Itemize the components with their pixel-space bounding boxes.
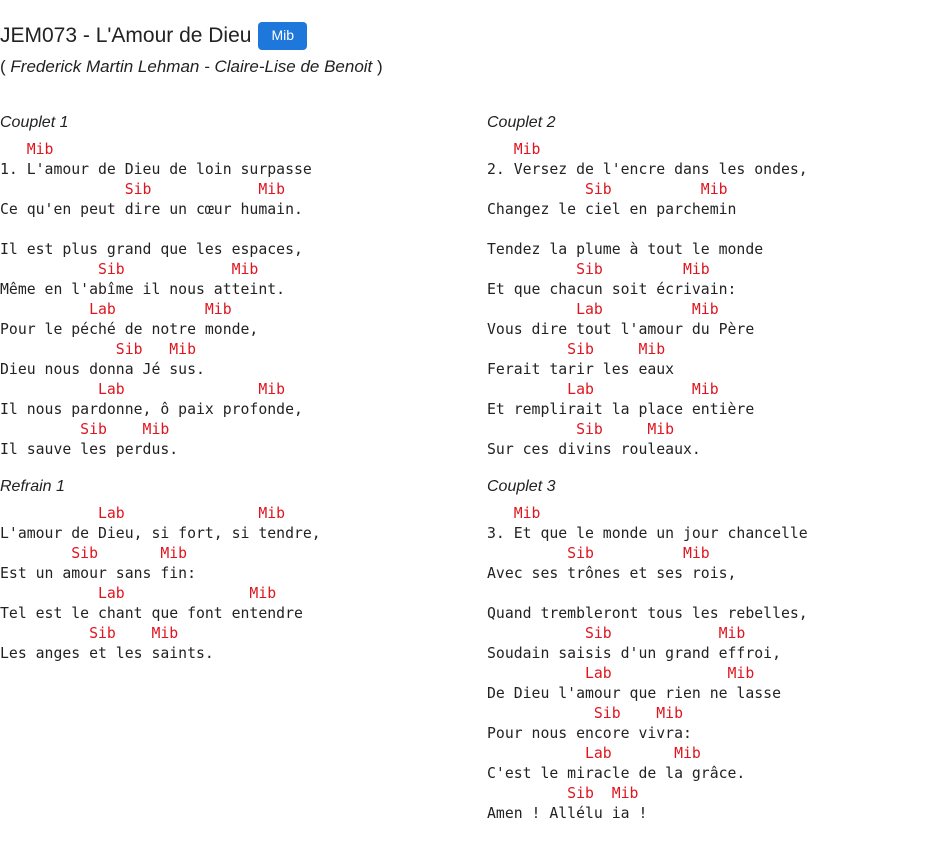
song-section <box>0 474 460 664</box>
chord-line: Sib Mib <box>0 545 188 562</box>
lyric-line: 1. L'amour de Dieu de loin surpasse <box>0 161 312 178</box>
song-header <box>0 20 383 77</box>
authors-names: Frederick Martin Lehman - Claire-Lise de Benoit <box>10 57 373 76</box>
lyric-line: Amen ! Allélu ia ! <box>487 805 648 822</box>
chord-line: Mib <box>487 141 541 158</box>
chord-line: Lab Mib <box>487 665 755 682</box>
lyric-line: C'est le miracle de la grâce. <box>487 765 746 782</box>
song-section <box>487 474 947 824</box>
song-authors <box>0 57 383 77</box>
key-button[interactable]: Mib <box>258 22 307 50</box>
lyric-line: Il sauve les perdus. <box>0 441 179 458</box>
authors-open-paren: ( <box>0 57 6 76</box>
blank-line <box>0 220 460 240</box>
lyric-line: Ferait tarir les eaux <box>487 361 675 378</box>
chord-line: Sib Mib <box>487 705 683 722</box>
lyric-line: Et que chacun soit écrivain: <box>487 281 737 298</box>
lyric-line: 2. Versez de l'encre dans les ondes, <box>487 161 808 178</box>
song-section <box>487 110 947 460</box>
lyric-line: Et remplirait la place entière <box>487 401 755 418</box>
chord-line: Sib Mib <box>487 421 675 438</box>
chord-line: Mib <box>0 141 54 158</box>
chord-line: Lab Mib <box>0 301 232 318</box>
lyric-line: Il nous pardonne, ô paix profonde, <box>0 401 303 418</box>
lyric-line: Tel est le chant que font entendre <box>0 605 303 622</box>
lyric-line: Les anges et les saints. <box>0 645 214 662</box>
blank-line <box>487 584 947 604</box>
lyric-line: Il est plus grand que les espaces, <box>0 241 303 258</box>
lyric-line: Pour le péché de notre monde, <box>0 321 259 338</box>
chord-line: Sib Mib <box>487 261 710 278</box>
left-column <box>0 110 460 678</box>
section-title: Couplet 3 <box>487 478 556 495</box>
lyric-line: Avec ses trônes et ses rois, <box>487 565 737 582</box>
section-title: Couplet 2 <box>487 114 556 131</box>
chord-line: Sib Mib <box>487 785 639 802</box>
lyric-line: 3. Et que le monde un jour chancelle <box>487 525 808 542</box>
section-title: Couplet 1 <box>0 114 69 131</box>
section-title: Refrain 1 <box>0 478 65 495</box>
right-column <box>487 110 947 838</box>
chord-line: Sib Mib <box>0 261 259 278</box>
chord-line: Sib Mib <box>0 421 170 438</box>
chord-line: Sib Mib <box>487 625 746 642</box>
chord-line: Lab Mib <box>0 381 286 398</box>
chord-line: Mib <box>487 505 541 522</box>
lyric-line: Pour nous encore vivra: <box>487 725 692 742</box>
lyric-line: Même en l'abîme il nous atteint. <box>0 281 286 298</box>
song-title: JEM073 - L'Amour de Dieu <box>0 24 252 47</box>
chord-line: Lab Mib <box>487 301 719 318</box>
chord-line: Sib Mib <box>0 341 196 358</box>
song-section <box>0 110 460 460</box>
chord-line: Lab Mib <box>0 505 286 522</box>
chord-line: Sib Mib <box>487 545 710 562</box>
lyric-line: Changez le ciel en parchemin <box>487 201 737 218</box>
chord-line: Lab Mib <box>487 745 701 762</box>
lyric-line: Soudain saisis d'un grand effroi, <box>487 645 781 662</box>
lyric-line: De Dieu l'amour que rien ne lasse <box>487 685 781 702</box>
chord-line: Sib Mib <box>0 625 179 642</box>
chord-line: Lab Mib <box>487 381 719 398</box>
lyric-line: Dieu nous donna Jé sus. <box>0 361 205 378</box>
lyric-line: Vous dire tout l'amour du Père <box>487 321 755 338</box>
chord-line: Sib Mib <box>0 181 286 198</box>
title-row <box>0 20 383 52</box>
lyric-line: Ce qu'en peut dire un cœur humain. <box>0 201 303 218</box>
lyric-line: Tendez la plume à tout le monde <box>487 241 764 258</box>
lyric-line: L'amour de Dieu, si fort, si tendre, <box>0 525 321 542</box>
lyric-line: Est un amour sans fin: <box>0 565 196 582</box>
chord-line: Sib Mib <box>487 181 728 198</box>
chord-line: Sib Mib <box>487 341 666 358</box>
blank-line <box>487 220 947 240</box>
chord-line: Lab Mib <box>0 585 277 602</box>
lyric-line: Sur ces divins rouleaux. <box>487 441 701 458</box>
authors-close-paren: ) <box>377 57 383 76</box>
lyric-line: Quand trembleront tous les rebelles, <box>487 605 808 622</box>
